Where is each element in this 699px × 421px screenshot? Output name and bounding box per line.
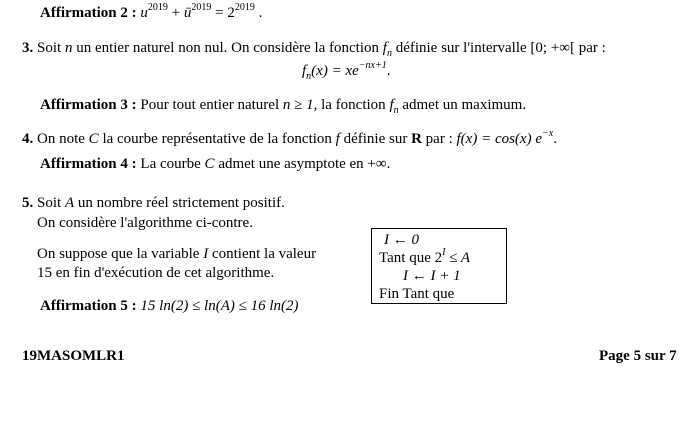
affirmation-2-plus: + bbox=[167, 5, 184, 21]
question-3-statement bbox=[22, 39, 606, 60]
q5-line3-b: contient la valeur bbox=[208, 246, 317, 262]
question-4-number: 4. bbox=[22, 131, 34, 147]
question-5-line-4: 15 en fin d'exécution de cet algorithme. bbox=[37, 265, 275, 281]
q5-line1-b: un nombre réel strictement positif. bbox=[74, 195, 285, 211]
q3-text-c: définie sur l'intervalle [0; +∞[ par : bbox=[391, 40, 606, 56]
q4-formula-end: . bbox=[553, 131, 557, 147]
question-5-line-2: On considère l'algorithme ci-contre. bbox=[37, 215, 253, 231]
affirmation-2-exp1: 2019 bbox=[147, 2, 168, 13]
a4-text-b: admet une asymptote en +∞. bbox=[214, 156, 391, 172]
q4-text-c: définie sur bbox=[339, 131, 412, 147]
question-3-number: 3. bbox=[22, 40, 34, 56]
q4-set-r: R bbox=[411, 131, 422, 147]
affirmation-5-line bbox=[40, 297, 299, 315]
affirmation-4-label: Affirmation 4 : bbox=[40, 156, 137, 172]
algo-line2-b: ≤ A bbox=[445, 250, 471, 266]
q3-formula-mid: (x) = xe bbox=[311, 63, 359, 79]
question-4-statement bbox=[22, 130, 557, 148]
a3-text-b: , la fonction bbox=[313, 97, 390, 113]
a4-curve: C bbox=[204, 156, 215, 172]
algo-line2-a: Tant que 2 bbox=[379, 250, 443, 266]
affirmation-2-base1: u bbox=[140, 5, 148, 21]
q4-text-a: On note bbox=[33, 131, 89, 147]
algorithm-line-2 bbox=[379, 249, 470, 267]
q4-curve: C bbox=[88, 131, 99, 147]
affirmation-3-line bbox=[40, 96, 526, 117]
a3-text-c: admet un maximum. bbox=[398, 97, 527, 113]
a4-text-a: La courbe bbox=[136, 156, 205, 172]
a3-n: n ≥ 1 bbox=[282, 97, 314, 113]
affirmation-2-exp3: 2019 bbox=[234, 2, 255, 13]
q3-formula-lhs: f bbox=[302, 63, 307, 79]
affirmation-2-end: . bbox=[254, 5, 263, 21]
q3-formula-sub: n bbox=[306, 71, 312, 82]
q3-formula-exp: −nx+1 bbox=[358, 60, 387, 71]
q3-func: f bbox=[382, 40, 387, 56]
affirmation-2-line bbox=[40, 4, 262, 22]
algorithm-line-1: I ← 0 bbox=[384, 232, 419, 248]
affirmation-5-label: Affirmation 5 : bbox=[40, 298, 137, 314]
a3-f: f bbox=[389, 97, 394, 113]
q4-func: f bbox=[335, 131, 340, 147]
q5-line3-a: On suppose que la variable bbox=[37, 246, 204, 262]
q4-formula: f(x) = cos(x) e bbox=[456, 131, 542, 147]
q5-line1-a: Soit bbox=[33, 195, 65, 211]
q4-text-b: la courbe représentative de la fonction bbox=[98, 131, 336, 147]
question-5-line-1 bbox=[22, 194, 285, 212]
q3-text-a: Soit bbox=[33, 40, 65, 56]
q4-formula-exp: −x bbox=[542, 128, 554, 139]
algo-line2-exp: I bbox=[442, 247, 446, 258]
q3-formula-end: . bbox=[386, 63, 391, 79]
affirmation-2-base2: ū bbox=[183, 5, 192, 21]
algorithm-line-4: Fin Tant que bbox=[379, 286, 455, 302]
q5-line1-A: A bbox=[64, 195, 75, 211]
question-5-line-3 bbox=[37, 245, 316, 263]
algorithm-box bbox=[371, 228, 507, 304]
algorithm-line-3: I ← I + 1 bbox=[403, 268, 461, 284]
affirmation-5-formula: 15 ln(2) ≤ ln(A) ≤ 16 ln(2) bbox=[136, 298, 299, 314]
q5-line3-I: I bbox=[203, 246, 209, 262]
footer-code: 19MASOMLR1 bbox=[22, 348, 125, 364]
footer-page-number: Page 5 sur 7 bbox=[599, 348, 677, 364]
affirmation-2-exp2: 2019 bbox=[191, 2, 212, 13]
affirmation-2-label: Affirmation 2 : bbox=[40, 5, 137, 21]
question-5-number: 5. bbox=[22, 195, 34, 211]
a3-sub: n bbox=[393, 105, 399, 116]
affirmation-2-equals: = 2 bbox=[211, 5, 235, 21]
q3-var-n: n bbox=[64, 40, 73, 56]
q3-func-sub: n bbox=[386, 48, 392, 59]
q4-text-d: par : bbox=[421, 131, 457, 147]
affirmation-3-label: Affirmation 3 : bbox=[40, 97, 137, 113]
affirmation-4-line bbox=[40, 155, 390, 173]
a3-text-a: Pour tout entier naturel bbox=[136, 97, 283, 113]
question-3-formula bbox=[302, 62, 390, 83]
q3-text-b: un entier naturel non nul. On considère la fonction bbox=[72, 40, 383, 56]
